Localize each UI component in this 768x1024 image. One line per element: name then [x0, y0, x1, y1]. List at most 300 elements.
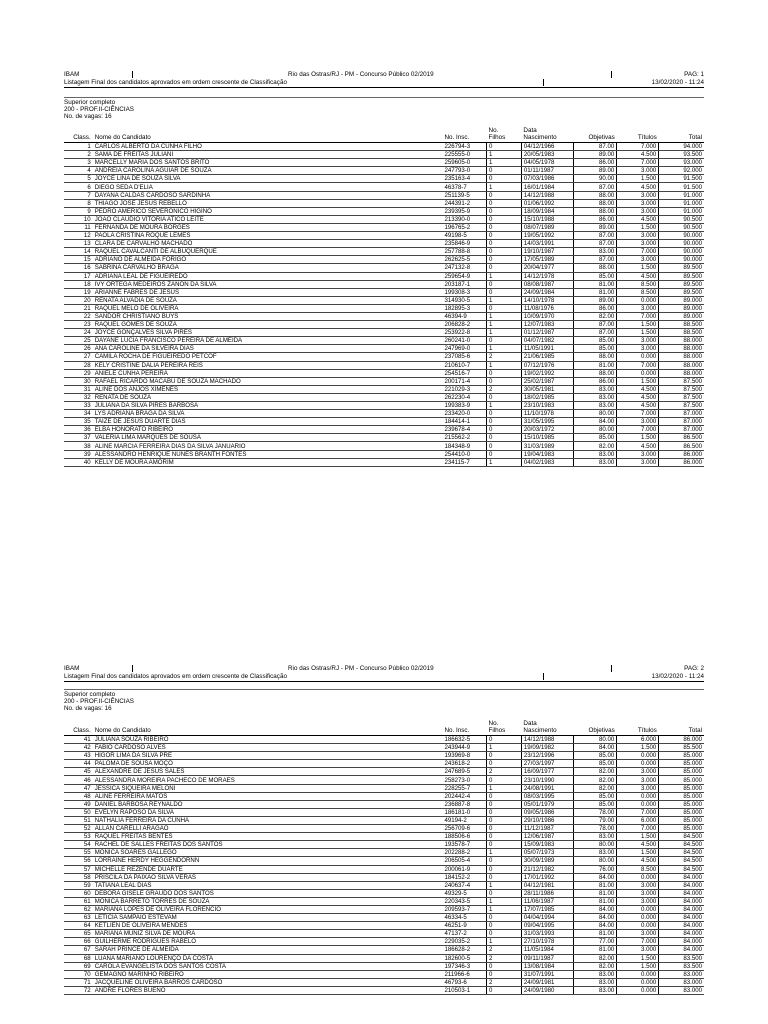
children-cell: 0: [487, 143, 522, 151]
name-cell: CARLOS ALBERTO DA CUNHA FILHO: [93, 143, 443, 151]
class-cell: 43: [64, 752, 93, 760]
birthdate-cell: 05/07/1973: [521, 849, 573, 857]
class-cell: 54: [64, 841, 93, 849]
job-title: 200 - PROF.II-CIÊNCIAS: [64, 698, 134, 705]
titles-cell: 0.000: [617, 873, 659, 881]
name-cell: FERNANDA DE MOURA BORGES: [93, 223, 443, 231]
children-cell: 0: [487, 865, 522, 873]
name-cell: ALESSANDRA MOREIRA PACHECO DE MORAES: [93, 776, 443, 784]
total-cell: 91.500: [659, 175, 704, 183]
class-cell: 12: [64, 232, 93, 240]
table-row: [64, 450, 704, 458]
titles-cell: 3.000: [617, 191, 659, 199]
birthdate-cell: 15/10/1988: [521, 215, 573, 223]
registration-cell: 210503-1: [442, 986, 486, 994]
col-registration: No. Insc.: [442, 721, 486, 736]
total-cell: 84.000: [659, 897, 704, 905]
class-cell: 38: [64, 442, 93, 450]
name-cell: ALINE MARCIA FERREIRA DIAS DA SILVA JANUARIO: [93, 442, 443, 450]
class-cell: 57: [64, 865, 93, 873]
objective-cell: 76.00: [574, 865, 617, 873]
class-cell: 19: [64, 288, 93, 296]
table-row: [64, 191, 704, 199]
registration-cell: 46251-9: [442, 922, 486, 930]
total-cell: 91.000: [659, 199, 704, 207]
children-cell: 0: [487, 889, 522, 897]
titles-cell: 7.000: [617, 248, 659, 256]
registration-cell: 46793-6: [442, 978, 486, 986]
total-cell: 87.500: [659, 402, 704, 410]
titles-cell: 7.000: [617, 825, 659, 833]
children-cell: 0: [487, 256, 522, 264]
table-body: [64, 143, 704, 467]
titles-cell: 0.000: [617, 792, 659, 800]
name-cell: ALINE DOS ANJOS XIMENES: [93, 385, 443, 393]
table-row: [64, 240, 704, 248]
class-cell: 22: [64, 312, 93, 320]
total-cell: 84.500: [659, 841, 704, 849]
children-cell: 0: [487, 434, 522, 442]
titles-cell: 4.500: [617, 151, 659, 159]
objective-cell: 89.00: [574, 167, 617, 175]
total-cell: 90.000: [659, 232, 704, 240]
birthdate-cell: 16/09/1977: [521, 768, 573, 776]
objective-cell: 88.00: [574, 191, 617, 199]
birthdate-cell: 01/11/1987: [521, 167, 573, 175]
birthdate-cell: 18/09/1984: [521, 207, 573, 215]
objective-cell: 81.00: [574, 930, 617, 938]
registration-cell: 213390-0: [442, 215, 486, 223]
table-row: [64, 418, 704, 426]
objective-cell: 80.00: [574, 857, 617, 865]
registration-cell: 197346-3: [442, 962, 486, 970]
total-cell: 93.500: [659, 151, 704, 159]
objective-cell: 78.00: [574, 825, 617, 833]
col-total: Total: [659, 128, 704, 143]
class-cell: 66: [64, 938, 93, 946]
total-cell: 85.000: [659, 768, 704, 776]
objective-cell: 84.00: [574, 922, 617, 930]
children-cell: 0: [487, 825, 522, 833]
class-cell: 51: [64, 816, 93, 824]
col-children-line2: Filhos: [488, 133, 506, 141]
table-row: [64, 922, 704, 930]
col-birthdate-line2: Nascimento: [523, 133, 557, 141]
children-cell: 2: [487, 768, 522, 776]
name-cell: PAOLA CRISTINA ROQUE LEMES: [93, 232, 443, 240]
birthdate-cell: 20/05/1983: [521, 151, 573, 159]
education-level: Superior completo: [64, 691, 116, 698]
name-cell: ALINE FERREIRA MATOS: [93, 792, 443, 800]
objective-cell: 85.00: [574, 272, 617, 280]
table-row: [64, 223, 704, 231]
children-cell: 0: [487, 776, 522, 784]
class-cell: 46: [64, 776, 93, 784]
objective-cell: 81.00: [574, 897, 617, 905]
children-cell: 2: [487, 954, 522, 962]
birthdate-cell: 04/12/1966: [521, 143, 573, 151]
titles-cell: 0.000: [617, 970, 659, 978]
name-cell: HIGOR LIMA DA SILVA PRE: [93, 752, 443, 760]
registration-cell: 47137-2: [442, 930, 486, 938]
titles-cell: 3.000: [617, 889, 659, 897]
titles-cell: 4.500: [617, 385, 659, 393]
total-cell: 87.500: [659, 393, 704, 401]
class-cell: 39: [64, 450, 93, 458]
children-cell: 0: [487, 377, 522, 385]
total-cell: 86.000: [659, 450, 704, 458]
col-birthdate: [521, 128, 573, 143]
children-cell: 0: [487, 369, 522, 377]
class-cell: 3: [64, 159, 93, 167]
table-row: [64, 337, 704, 345]
table-row: [64, 361, 704, 369]
table-row: [64, 345, 704, 353]
col-registration: No. Insc.: [442, 128, 486, 143]
children-cell: 0: [487, 240, 522, 248]
birthdate-cell: 24/09/1980: [521, 986, 573, 994]
col-children: [487, 128, 522, 143]
titles-cell: 8.500: [617, 280, 659, 288]
col-name: Nome do Candidato: [93, 721, 443, 736]
total-cell: 84.500: [659, 857, 704, 865]
col-titles: Títulos: [617, 128, 659, 143]
registration-cell: 314930-5: [442, 296, 486, 304]
total-cell: 89.500: [659, 288, 704, 296]
name-cell: MARCELLY MARIA DOS SANTOS BRITO: [93, 159, 443, 167]
birthdate-cell: 01/12/1987: [521, 329, 573, 337]
table-row: [64, 143, 704, 151]
name-cell: LYS ADRIANA BRAGA DA SILVA: [93, 410, 443, 418]
col-name: Nome do Candidato: [93, 128, 443, 143]
class-cell: 47: [64, 784, 93, 792]
titles-cell: 0.000: [617, 752, 659, 760]
name-cell: ALEXANDRE DE JESUS SALES: [93, 768, 443, 776]
children-cell: 0: [487, 426, 522, 434]
registration-cell: 237085-6: [442, 353, 486, 361]
titles-cell: 3.000: [617, 930, 659, 938]
name-cell: ANDREIA CAROLINA AGUIAR DE SOUZA: [93, 167, 443, 175]
titles-cell: 6.000: [617, 816, 659, 824]
name-cell: ADRIANA LEAL DE FIGUEIREDO: [93, 272, 443, 280]
children-cell: 1: [487, 345, 522, 353]
name-cell: DIEGO SEDA D'ELIA: [93, 183, 443, 191]
class-cell: 29: [64, 369, 93, 377]
class-cell: 49: [64, 800, 93, 808]
titles-cell: 1.500: [617, 954, 659, 962]
birthdate-cell: 27/10/1978: [521, 938, 573, 946]
total-cell: 84.000: [659, 889, 704, 897]
class-cell: 33: [64, 402, 93, 410]
total-cell: 84.000: [659, 922, 704, 930]
class-cell: 41: [64, 736, 93, 744]
class-cell: 42: [64, 744, 93, 752]
table-row: [64, 986, 704, 994]
name-cell: DANIEL BARBOSA REYNALDO: [93, 800, 443, 808]
table-row: [64, 272, 704, 280]
titles-cell: 7.000: [617, 361, 659, 369]
registration-cell: 256709-6: [442, 825, 486, 833]
name-cell: ARIANNE FABRES DE JESUS: [93, 288, 443, 296]
name-cell: RAQUEL CAVALCANTI DE ALBUQUERQUE: [93, 248, 443, 256]
name-cell: RAFAEL RICARDO MACABU DE SOUZA MACHADO: [93, 377, 443, 385]
table-row: [64, 816, 704, 824]
registration-cell: 234115-7: [442, 458, 486, 466]
col-birthdate-line1: Data: [523, 127, 537, 134]
birthdate-cell: 14/10/1978: [521, 296, 573, 304]
name-cell: KETLIEN DE OLIVEIRA MENDES: [93, 922, 443, 930]
table-row: [64, 914, 704, 922]
objective-cell: 84.00: [574, 914, 617, 922]
report-title: Rio das Ostras/RJ - PM - Concurso Público 02/2019: [288, 71, 434, 78]
registration-cell: 235846-9: [442, 240, 486, 248]
registration-cell: 233420-0: [442, 410, 486, 418]
children-cell: 0: [487, 167, 522, 175]
class-cell: 70: [64, 970, 93, 978]
table-row: [64, 833, 704, 841]
class-cell: 8: [64, 199, 93, 207]
titles-cell: 7.000: [617, 938, 659, 946]
total-cell: 91.500: [659, 183, 704, 191]
children-cell: 1: [487, 361, 522, 369]
table-header-row: [64, 721, 704, 736]
birthdate-cell: 11/06/1987: [521, 897, 573, 905]
children-cell: 1: [487, 905, 522, 913]
children-cell: 0: [487, 930, 522, 938]
objective-cell: 82.00: [574, 784, 617, 792]
total-cell: 87.500: [659, 385, 704, 393]
registration-cell: 254516-7: [442, 369, 486, 377]
objective-cell: 89.00: [574, 151, 617, 159]
table-row: [64, 808, 704, 816]
total-cell: 90.000: [659, 248, 704, 256]
objective-cell: 87.00: [574, 321, 617, 329]
name-cell: PEDRO AMERICO SEVERONICO HIGINO: [93, 207, 443, 215]
name-cell: IVY ORTEGA MEDEIROS ZANON DA SILVA: [93, 280, 443, 288]
table-row: [64, 736, 704, 744]
table-row: [64, 905, 704, 913]
total-cell: 88.500: [659, 329, 704, 337]
children-cell: 1: [487, 881, 522, 889]
birthdate-cell: 31/05/1995: [521, 418, 573, 426]
total-cell: 84.000: [659, 873, 704, 881]
table-row: [64, 288, 704, 296]
total-cell: 85.000: [659, 825, 704, 833]
name-cell: KELLY DE MOURA AMORIM: [93, 458, 443, 466]
registration-cell: 196765-2: [442, 223, 486, 231]
total-cell: 88.000: [659, 369, 704, 377]
children-cell: 0: [487, 215, 522, 223]
titles-cell: 0.000: [617, 800, 659, 808]
objective-cell: 83.00: [574, 248, 617, 256]
birthdate-cell: 20/03/1972: [521, 426, 573, 434]
children-cell: 1: [487, 458, 522, 466]
children-cell: 1: [487, 321, 522, 329]
children-cell: 0: [487, 232, 522, 240]
table-row: [64, 199, 704, 207]
birthdate-cell: 23/10/1990: [521, 776, 573, 784]
table-row: [64, 978, 704, 986]
objective-cell: 85.00: [574, 760, 617, 768]
class-cell: 26: [64, 345, 93, 353]
education-level: Superior completo: [64, 99, 116, 106]
children-cell: 1: [487, 744, 522, 752]
objective-cell: 82.00: [574, 962, 617, 970]
children-cell: 0: [487, 816, 522, 824]
org-name: IBAM: [64, 71, 80, 78]
birthdate-cell: 15/09/1983: [521, 841, 573, 849]
table-row: [64, 760, 704, 768]
class-cell: 61: [64, 897, 93, 905]
total-cell: 91.000: [659, 191, 704, 199]
class-cell: 27: [64, 353, 93, 361]
registration-cell: 215562-2: [442, 434, 486, 442]
objective-cell: 82.00: [574, 954, 617, 962]
class-cell: 13: [64, 240, 93, 248]
class-cell: 64: [64, 922, 93, 930]
name-cell: RAQUEL MELO DE OLIVEIRA: [93, 304, 443, 312]
total-cell: 86.500: [659, 434, 704, 442]
objective-cell: 88.00: [574, 199, 617, 207]
col-children: [487, 721, 522, 736]
titles-cell: 7.000: [617, 808, 659, 816]
class-cell: 17: [64, 272, 93, 280]
registration-cell: 260241-0: [442, 337, 486, 345]
total-cell: 89.000: [659, 296, 704, 304]
birthdate-cell: 19/09/1982: [521, 744, 573, 752]
children-cell: 0: [487, 248, 522, 256]
table-row: [64, 151, 704, 159]
name-cell: PRISCILA DA PAIXÃO SILVA VERAS: [93, 873, 443, 881]
birthdate-cell: 07/12/1976: [521, 361, 573, 369]
name-cell: DEBORA GISELE GRAUDO DOS SANTOS: [93, 889, 443, 897]
objective-cell: 87.00: [574, 256, 617, 264]
objective-cell: 83.00: [574, 402, 617, 410]
table-row: [64, 175, 704, 183]
name-cell: RACHEL DE SALLES FREITAS DOS SANTOS: [93, 841, 443, 849]
titles-cell: 0.000: [617, 978, 659, 986]
children-cell: 0: [487, 223, 522, 231]
total-cell: 87.500: [659, 377, 704, 385]
name-cell: JACQUELINE OLIVEIRA BARROS CARDOSO: [93, 978, 443, 986]
col-birthdate: [521, 721, 573, 736]
class-cell: 35: [64, 418, 93, 426]
table-row: [64, 256, 704, 264]
registration-cell: 253922-8: [442, 329, 486, 337]
registration-cell: 226794-3: [442, 143, 486, 151]
registration-cell: 202442-4: [442, 792, 486, 800]
objective-cell: 80.00: [574, 426, 617, 434]
table-row: [64, 841, 704, 849]
class-cell: 5: [64, 175, 93, 183]
children-cell: 2: [487, 978, 522, 986]
name-cell: SAMA DE FREITAS JULIANI: [93, 151, 443, 159]
birthdate-cell: 04/07/1982: [521, 337, 573, 345]
titles-cell: 3.000: [617, 768, 659, 776]
table-row: [64, 873, 704, 881]
registration-cell: 240637-4: [442, 881, 486, 889]
titles-cell: 3.000: [617, 199, 659, 207]
titles-cell: 3.000: [617, 784, 659, 792]
birthdate-cell: 11/08/1976: [521, 304, 573, 312]
birthdate-cell: 19/10/1987: [521, 248, 573, 256]
birthdate-cell: 21/06/1985: [521, 353, 573, 361]
registration-cell: 254410-0: [442, 450, 486, 458]
class-cell: 4: [64, 167, 93, 175]
registration-cell: 209593-7: [442, 905, 486, 913]
class-cell: 36: [64, 426, 93, 434]
titles-cell: 4.500: [617, 183, 659, 191]
table-row: [64, 167, 704, 175]
birthdate-cell: 10/09/1970: [521, 312, 573, 320]
separator: [611, 665, 612, 672]
children-cell: 0: [487, 962, 522, 970]
col-objective: Objetivas: [574, 721, 617, 736]
registration-cell: 206828-2: [442, 321, 486, 329]
name-cell: RAQUEL FREITAS BENTES: [93, 833, 443, 841]
class-cell: 53: [64, 833, 93, 841]
titles-cell: 0.000: [617, 914, 659, 922]
children-cell: 1: [487, 183, 522, 191]
name-cell: DAYANA CALDAS CARDOSO SARDINHA: [93, 191, 443, 199]
titles-cell: 7.000: [617, 426, 659, 434]
birthdate-cell: 07/03/1986: [521, 175, 573, 183]
registration-cell: 244391-2: [442, 199, 486, 207]
class-cell: 30: [64, 377, 93, 385]
birthdate-cell: 19/02/1992: [521, 369, 573, 377]
name-cell: EVELYN RAPOSO DA SILVA: [93, 808, 443, 816]
objective-cell: 84.00: [574, 905, 617, 913]
objective-cell: 88.00: [574, 207, 617, 215]
registration-cell: 258273-0: [442, 776, 486, 784]
objective-cell: 88.00: [574, 369, 617, 377]
name-cell: RENATA DE SOUZA: [93, 393, 443, 401]
total-cell: 92.000: [659, 167, 704, 175]
separator: [132, 71, 133, 78]
registration-cell: 243944-9: [442, 744, 486, 752]
name-cell: TAIZE DE JESUS DUARTE DIAS: [93, 418, 443, 426]
name-cell: GEMAGNO MARINHO RIBEIRO: [93, 970, 443, 978]
table-row: [64, 321, 704, 329]
birthdate-cell: 04/12/1981: [521, 881, 573, 889]
registration-cell: 247969-0: [442, 345, 486, 353]
birthdate-cell: 24/08/1991: [521, 784, 573, 792]
birthdate-cell: 09/04/1995: [521, 922, 573, 930]
table-row: [64, 930, 704, 938]
titles-cell: 1.500: [617, 849, 659, 857]
registration-cell: 225555-0: [442, 151, 486, 159]
total-cell: 88.500: [659, 321, 704, 329]
table-row: [64, 312, 704, 320]
registration-cell: 211966-6: [442, 970, 486, 978]
registration-cell: 199308-3: [442, 288, 486, 296]
children-cell: 0: [487, 914, 522, 922]
name-cell: ELBA HONORATO RIBEIRO: [93, 426, 443, 434]
class-cell: 9: [64, 207, 93, 215]
registration-cell: 236887-8: [442, 800, 486, 808]
titles-cell: 4.500: [617, 857, 659, 865]
objective-cell: 81.00: [574, 288, 617, 296]
vacancies-count: No. de vagas: 16: [64, 113, 112, 120]
name-cell: LETICIA SAMPAIO ESTEVAM: [93, 914, 443, 922]
birthdate-cell: 04/02/1983: [521, 458, 573, 466]
registration-cell: 199383-9: [442, 402, 486, 410]
children-cell: 2: [487, 946, 522, 954]
titles-cell: 3.000: [617, 167, 659, 175]
titles-cell: 3.000: [617, 345, 659, 353]
registration-cell: 262625-5: [442, 256, 486, 264]
birthdate-cell: 14/12/1988: [521, 191, 573, 199]
